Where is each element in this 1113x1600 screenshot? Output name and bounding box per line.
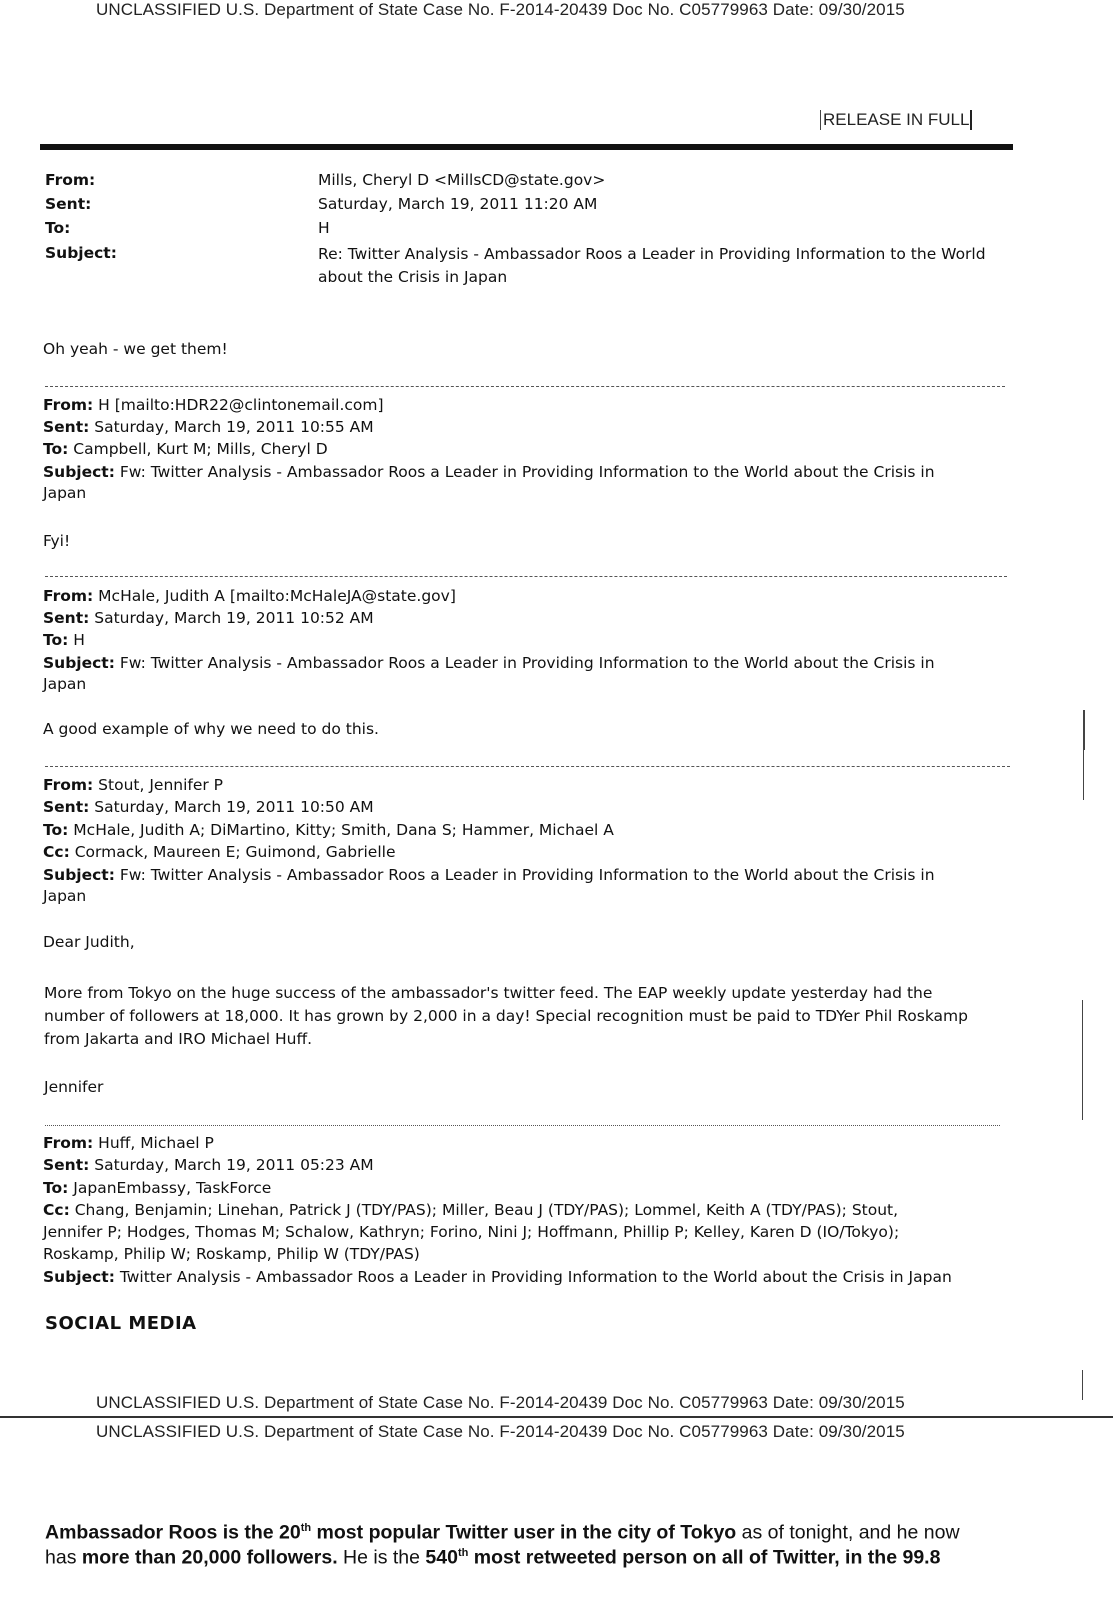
msg4-cc-line3: Roskamp, Philip W; Roskamp, Philip W (TDY/PAS) bbox=[43, 1245, 420, 1263]
msg3-body-line2: number of followers at 18,000. It has grown by 2,000 in a day! Special recognition must be paid to TDYer Phil Roskamp bbox=[44, 1007, 968, 1025]
header-rule bbox=[40, 144, 1013, 150]
page2-header: UNCLASSIFIED U.S. Department of State Case No. F-2014-20439 Doc No. C05779963 Date: 09/30/2015 bbox=[96, 1422, 905, 1441]
msg3-cc bbox=[43, 841, 396, 864]
msg4-cc-label: Cc: bbox=[43, 1201, 70, 1219]
msg3-from bbox=[43, 774, 223, 797]
msg4-cc-value: Chang, Benjamin; Linehan, Patrick J (TDY/PAS); Miller, Beau J (TDY/PAS); Lommel, Keith A (TDY/PAS); Stout, bbox=[69, 1201, 899, 1219]
to-value: H bbox=[318, 219, 330, 237]
msg3-subject-value: Fw: Twitter Analysis - Ambassador Roos a Leader in Providing Information to the World about the Crisis in bbox=[114, 866, 935, 884]
msg4-subject-label: Subject: bbox=[43, 1268, 115, 1286]
msg3-sent-value: Saturday, March 19, 2011 10:50 AM bbox=[89, 798, 374, 816]
msg4-sent bbox=[43, 1154, 374, 1177]
msg3-greeting: Dear Judith, bbox=[43, 933, 135, 951]
msg3-signature: Jennifer bbox=[44, 1078, 104, 1096]
msg2-to-value: H bbox=[68, 631, 85, 649]
msg4-to bbox=[43, 1177, 271, 1200]
from-value: Mills, Cheryl D <MillsCD@state.gov> bbox=[318, 171, 606, 189]
msg1-from bbox=[43, 394, 384, 417]
page2-text-d: has bbox=[45, 1546, 82, 1569]
msg1-from-value: H [mailto:HDR22@clintonemail.com] bbox=[93, 396, 384, 414]
msg3-to-value: McHale, Judith A; DiMartino, Kitty; Smith, Dana S; Hammer, Michael A bbox=[68, 821, 614, 839]
scan-margin-mark bbox=[1082, 1000, 1083, 1120]
msg2-sent-value: Saturday, March 19, 2011 10:52 AM bbox=[89, 609, 374, 627]
msg1-sent-value: Saturday, March 19, 2011 10:55 AM bbox=[89, 418, 374, 436]
msg3-body-line1: More from Tokyo on the huge success of the ambassador's twitter feed. The EAP weekly update yesterday had the bbox=[44, 984, 933, 1002]
separator bbox=[45, 1125, 1000, 1126]
msg2-sent-label: Sent: bbox=[43, 609, 90, 627]
msg1-to bbox=[43, 438, 328, 461]
msg3-sent bbox=[43, 796, 374, 819]
msg4-to-label: To: bbox=[43, 1179, 69, 1197]
msg1-to-value: Campbell, Kurt M; Mills, Cheryl D bbox=[68, 440, 328, 458]
msg4-cc bbox=[43, 1199, 898, 1222]
from-label: From: bbox=[45, 171, 96, 189]
msg4-to-value: JapanEmbassy, TaskForce bbox=[68, 1179, 272, 1197]
page2-bold-g: 540 bbox=[425, 1546, 458, 1569]
msg2-sent bbox=[43, 607, 374, 630]
separator bbox=[45, 576, 1007, 577]
msg3-cc-label: Cc: bbox=[43, 843, 70, 861]
page2-sup-a: th bbox=[300, 1522, 312, 1534]
msg3-to bbox=[43, 819, 614, 842]
msg2-from bbox=[43, 585, 456, 608]
msg3-subject bbox=[43, 864, 935, 887]
msg3-subject-label: Subject: bbox=[43, 866, 115, 884]
msg3-sent-label: Sent: bbox=[43, 798, 90, 816]
msg1-subject-cont: Japan bbox=[43, 484, 87, 502]
subject-value-line1: Re: Twitter Analysis - Ambassador Roos a Leader in Providing Information to the World bbox=[318, 245, 986, 263]
sent-value: Saturday, March 19, 2011 11:20 AM bbox=[318, 195, 598, 213]
msg1-sent bbox=[43, 416, 374, 439]
msg3-subject-cont: Japan bbox=[43, 887, 87, 905]
page2-paragraph-line2 bbox=[45, 1541, 940, 1571]
page2-text-f: He is the bbox=[337, 1546, 426, 1569]
page2-bold-a: Ambassador Roos is the 20 bbox=[45, 1521, 301, 1544]
msg3-from-value: Stout, Jennifer P bbox=[93, 776, 224, 794]
msg4-cc-line2: Jennifer P; Hodges, Thomas M; Schalow, Kathryn; Forino, Nini J; Hoffmann, Phillip P; Kelley, Karen D (IO/Tokyo); bbox=[43, 1223, 900, 1241]
msg1-from-label: From: bbox=[43, 396, 94, 414]
msg3-body-line3: from Jakarta and IRO Michael Huff. bbox=[44, 1030, 313, 1048]
subject-label: Subject: bbox=[45, 244, 117, 262]
separator bbox=[45, 766, 1010, 767]
msg3-to-label: To: bbox=[43, 821, 69, 839]
msg1-subject-value: Fw: Twitter Analysis - Ambassador Roos a Leader in Providing Information to the World about the Crisis in bbox=[114, 463, 935, 481]
page2-sup-g: th bbox=[457, 1547, 469, 1559]
separator bbox=[45, 386, 1005, 387]
msg2-subject-value: Fw: Twitter Analysis - Ambassador Roos a Leader in Providing Information to the World about the Crisis in bbox=[114, 654, 935, 672]
scan-margin-mark bbox=[1083, 730, 1084, 800]
release-stamp: RELEASE IN FULL bbox=[820, 110, 972, 130]
page-header: UNCLASSIFIED U.S. Department of State Case No. F-2014-20439 Doc No. C05779963 Date: 09/30/2015 bbox=[96, 0, 905, 19]
msg2-to bbox=[43, 629, 85, 652]
msg1-subject bbox=[43, 461, 935, 484]
msg1-body: Fyi! bbox=[43, 532, 71, 550]
msg1-to-label: To: bbox=[43, 440, 69, 458]
reply-body: Oh yeah - we get them! bbox=[43, 340, 228, 358]
msg4-from-label: From: bbox=[43, 1134, 94, 1152]
section-heading: SOCIAL MEDIA bbox=[45, 1313, 197, 1334]
subject-value-line2: about the Crisis in Japan bbox=[318, 268, 508, 286]
page2-bold-h: most retweeted person on all of Twitter, in the 99.8 bbox=[468, 1546, 941, 1569]
msg4-from bbox=[43, 1132, 214, 1155]
scan-margin-mark bbox=[1082, 1370, 1083, 1400]
msg4-subject-value: Twitter Analysis - Ambassador Roos a Leader in Providing Information to the World about the Crisis in Japan bbox=[114, 1268, 952, 1286]
msg2-subject-label: Subject: bbox=[43, 654, 115, 672]
msg2-subject-cont: Japan bbox=[43, 675, 87, 693]
msg4-sent-label: Sent: bbox=[43, 1156, 90, 1174]
to-label: To: bbox=[45, 219, 71, 237]
msg1-subject-label: Subject: bbox=[43, 463, 115, 481]
msg3-cc-value: Cormack, Maureen E; Guimond, Gabrielle bbox=[69, 843, 396, 861]
msg2-subject bbox=[43, 652, 935, 675]
msg2-from-value: McHale, Judith A [mailto:McHaleJA@state.gov] bbox=[93, 587, 456, 605]
msg2-from-label: From: bbox=[43, 587, 94, 605]
page-footer: UNCLASSIFIED U.S. Department of State Case No. F-2014-20439 Doc No. C05779963 Date: 09/30/2015 bbox=[96, 1393, 905, 1412]
sent-label: Sent: bbox=[45, 195, 92, 213]
page2-bold-b: most popular Twitter user in the city of Tokyo bbox=[311, 1521, 737, 1544]
msg2-body: A good example of why we need to do this. bbox=[43, 720, 379, 738]
msg3-from-label: From: bbox=[43, 776, 94, 794]
page-break-rule bbox=[0, 1416, 1113, 1418]
page2-bold-e: more than 20,000 followers. bbox=[81, 1546, 338, 1569]
msg2-to-label: To: bbox=[43, 631, 69, 649]
msg4-subject bbox=[43, 1266, 952, 1289]
page2-text-c: as of tonight, and he now bbox=[736, 1521, 960, 1544]
msg4-sent-value: Saturday, March 19, 2011 05:23 AM bbox=[89, 1156, 374, 1174]
msg4-from-value: Huff, Michael P bbox=[93, 1134, 214, 1152]
msg1-sent-label: Sent: bbox=[43, 418, 90, 436]
